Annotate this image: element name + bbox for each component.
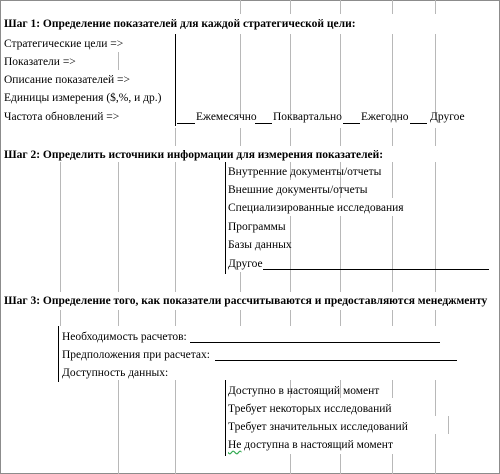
source-internal-docs: Внутренние документы/отчеты (228, 166, 382, 178)
option-quarterly: Поквартально (273, 111, 342, 123)
option-monthly: Ежемесячно (196, 111, 257, 123)
grid-line (340, 128, 341, 146)
grid-line (175, 310, 176, 326)
grid-line (118, 52, 119, 70)
grid-line (392, 380, 393, 398)
grid-line (392, 272, 393, 292)
calc-assumptions-label: Предположения при расчетах: (62, 349, 210, 361)
grid-line (175, 128, 176, 146)
grid-line (435, 162, 436, 180)
grid-line (340, 34, 341, 116)
grid-line (435, 272, 436, 292)
grid-line (340, 216, 341, 274)
step1-heading: Шаг 1: Определение показателей для каждой стратегической цели: (4, 18, 356, 30)
grid-line (340, 454, 341, 474)
grid-line (175, 380, 176, 474)
availability-some-research: Требует некоторых исследований (228, 403, 392, 415)
units-label: Единицы измерения ($,%, и др.) (4, 92, 162, 104)
grid-line (118, 380, 119, 474)
grid-line (435, 310, 436, 326)
option-other: Другое (430, 111, 465, 123)
grid-line (392, 0, 393, 14)
data-availability-label: Доступность данных: (62, 367, 169, 379)
grid-line (118, 162, 119, 292)
grid-line (435, 398, 436, 416)
column-divider (225, 380, 226, 456)
grid-line (435, 198, 436, 216)
grid-line (290, 128, 291, 146)
grid-line (435, 0, 436, 14)
grid-line (290, 272, 291, 292)
not-available-rest: доступна в настоящий момент (241, 439, 393, 451)
source-databases: Базы данных (228, 239, 292, 251)
grid-line (435, 434, 436, 474)
grid-line (435, 216, 436, 274)
grid-line (290, 454, 291, 474)
column-divider (175, 34, 176, 126)
grid-line (290, 0, 291, 14)
grid-line (290, 310, 291, 326)
grid-line (118, 310, 119, 326)
source-other: Другое (228, 258, 263, 270)
grid-line (240, 128, 241, 146)
source-external-docs: Внешние документы/отчеты (228, 184, 368, 196)
need-calculations-label: Необходимость расчетов: (62, 331, 187, 343)
grid-line (60, 310, 61, 326)
step3-heading: Шаг 3: Определение того, как показатели рассчитываются и предоставляются менеджменту (4, 295, 488, 307)
blank-line[interactable] (255, 123, 272, 124)
grid-line (392, 180, 393, 198)
source-other-blank[interactable] (263, 269, 489, 270)
option-yearly: Ежегодно (361, 111, 409, 123)
grid-line (175, 162, 176, 292)
strategic-goals-label: Стратегические цели => (4, 38, 124, 50)
grid-line (340, 0, 341, 14)
grid-line (240, 310, 241, 326)
availability-not-available (228, 438, 393, 452)
grid-line (392, 34, 393, 116)
grid-line (392, 128, 393, 146)
grid-line (435, 380, 436, 398)
grid-line (340, 310, 341, 326)
calc-assumptions-blank[interactable] (215, 360, 457, 361)
source-special-research: Специализированные исследования (228, 202, 404, 214)
grid-line (240, 34, 241, 116)
blank-line[interactable] (410, 123, 427, 124)
column-divider (225, 162, 226, 274)
blank-line[interactable] (343, 123, 360, 124)
spellcheck-word: Не (228, 439, 242, 451)
grid-line (435, 128, 436, 146)
grid-line (435, 34, 436, 116)
grid-line (240, 272, 241, 292)
availability-significant-research: Требует значительных исследований (228, 421, 408, 433)
grid-line (435, 180, 436, 198)
step2-heading: Шаг 2: Определить источники информации для измерения показателей: (4, 149, 384, 161)
grid-line (340, 272, 341, 292)
source-programs: Программы (228, 221, 286, 233)
grid-line (392, 310, 393, 326)
blank-line[interactable] (177, 123, 195, 124)
column-divider (58, 326, 59, 382)
grid-line (240, 0, 241, 14)
grid-line (448, 416, 449, 434)
grid-line (60, 162, 61, 292)
indicators-label: Показатели => (4, 56, 76, 68)
update-frequency-label: Частота обновлений => (4, 111, 120, 123)
indicator-description-label: Описание показателей => (4, 74, 130, 86)
grid-line (392, 216, 393, 274)
availability-now: Доступно в настоящий момент (228, 385, 380, 397)
grid-line (392, 162, 393, 180)
need-calculations-blank[interactable] (190, 342, 440, 343)
grid-line (290, 34, 291, 116)
grid-line (392, 454, 393, 474)
